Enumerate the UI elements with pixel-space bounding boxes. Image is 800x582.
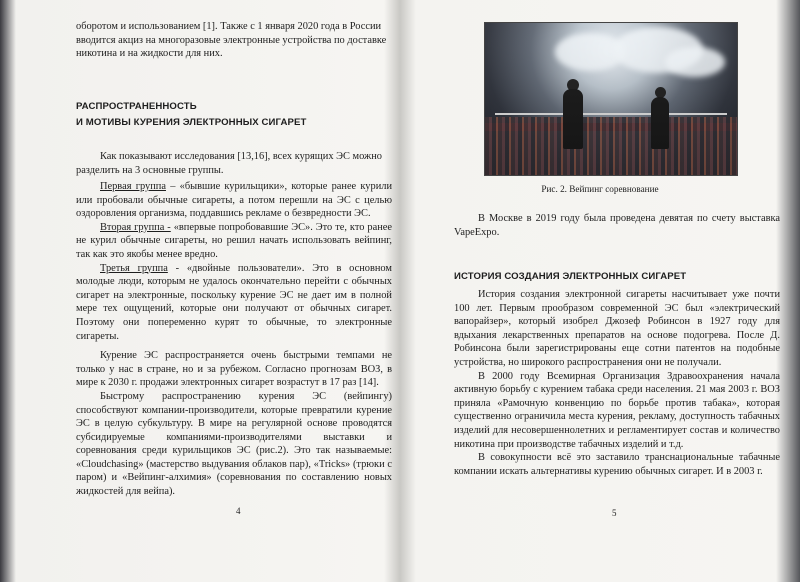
groups-list <box>76 180 392 499</box>
page-number: 5 <box>612 508 617 518</box>
page-number: 4 <box>236 506 241 516</box>
top-paragraph <box>76 20 392 61</box>
spread-paragraph: Курение ЭС распространяется очень быстрыми темпами не только у нас в стране, но и за рубежом. Согласно прогнозам ВОЗ, в мире к 2030 г. продажи электронных сигарет возрастут в 17 раз [14]. <box>76 350 392 389</box>
heading-line: РАСПРОСТРАНЕННОСТЬ <box>76 101 197 112</box>
group-label: Вторая группа - <box>100 221 171 233</box>
text-line: вводится акциз на многоразовые электронные устройства по доставке <box>76 34 387 46</box>
text-line: оборотом и использованием [1]. Также с 1 января 2020 года в России <box>76 21 382 32</box>
heading-line: И МОТИВЫ КУРЕНИЯ ЭЛЕКТРОННЫХ СИГАРЕТ <box>76 117 307 128</box>
left-page <box>18 0 392 560</box>
group-text: – «бывшие курильщики», которые ранее курили или пробовали обычные сигареты, а потом перешли на ЭС с целью оздоровления организма, поддавшись рекламе о безвредности ЭС. <box>76 181 393 220</box>
intro-paragraph <box>76 150 392 177</box>
group-text: - «двойные пользователи». Это в основном молодые люди, которым не удалось окончательно перейти с обычных сигарет на электронные, поскольку курение ЭС не дает им в полной мере тех ощущений, которые они получают от обычных сигарет. Поэтому они попеременно курят то обычные, то электронные сигареты. <box>76 262 392 342</box>
history-text <box>454 288 780 478</box>
who-paragraph: В 2000 году Всемирная Организация Здравоохранения начала активную борьбу с курением табака среди населения. 21 мая 2003 г. ВОЗ приняла «Рамочную конвенцию по борьбе против табака», которая существенно ограничила места курения, рекламу, доступность табачных изделий для несовершеннолетних и регламентирует состав и количество никотина при производстве табачных изделий и т.д. <box>454 370 780 450</box>
fast-paragraph: Быстрому распространению курения ЭС (вейпингу) способствуют компании-производители, которые превратили курение ЭС в целую субкультуру. В мире на регулярной основе проводятся субсидируемые компаниями-производителями выставки и соревнования среди курильщиков ЭС (рис.2). Это так называемые: «Cloudchasing» (мастерство выдувания облаков пар), «Tricks» (трюки с паром) и «Вейпинг-алхимия» (соревнования по составлению новых жидкостей для вейпа). <box>76 390 392 498</box>
right-page <box>420 0 780 560</box>
total-paragraph: В совокупности всё это заставило транснациональные табачные компании искать альтернативы курению обычных сигарет. И в 2003 г. <box>454 452 780 477</box>
group-paragraph <box>76 262 392 344</box>
section-heading <box>76 100 306 129</box>
section-heading: ИСТОРИЯ СОЗДАНИЯ ЭЛЕКТРОННЫХ СИГАРЕТ <box>454 271 687 282</box>
history-paragraph: История создания электронной сигареты насчитывает уже почти 100 лет. Первым прообразом современной ЭС был «электрический вапорайзер», который изобрел Джозеф Робинсон в 1927 году для вдыхания лекарственных препаратов на основе подогрева. После Д. Робинсона были зарегистрированы еще сотни патентов на подобные устройства, но широкого распространения они не получали. <box>454 289 780 368</box>
group-label: Первая группа <box>100 181 166 192</box>
group-label: Третья группа <box>100 262 168 274</box>
text-paragraph: В Москве в 2019 году была проведена девятая по счету выставка VapeExpo. <box>454 213 780 238</box>
group-text: «впервые попробовавшие ЭС». Это те, кто ранее не курил обычные сигареты, но решил начать использовать вейпинг, так как это якобы менее вредно. <box>76 221 392 260</box>
group-paragraph <box>76 180 392 221</box>
figure-caption: Рис. 2. Вейпинг соревнование <box>541 184 659 194</box>
text-line: разделить на 3 основные группы. <box>76 164 224 176</box>
figure-photo <box>484 22 738 176</box>
text-line: никотина и на жидкости для них. <box>76 48 223 60</box>
moscow-paragraph <box>454 212 780 239</box>
group-paragraph <box>76 221 392 262</box>
text-line: Как показывают исследования [13,16], всех курящих ЭС можно <box>100 151 382 162</box>
